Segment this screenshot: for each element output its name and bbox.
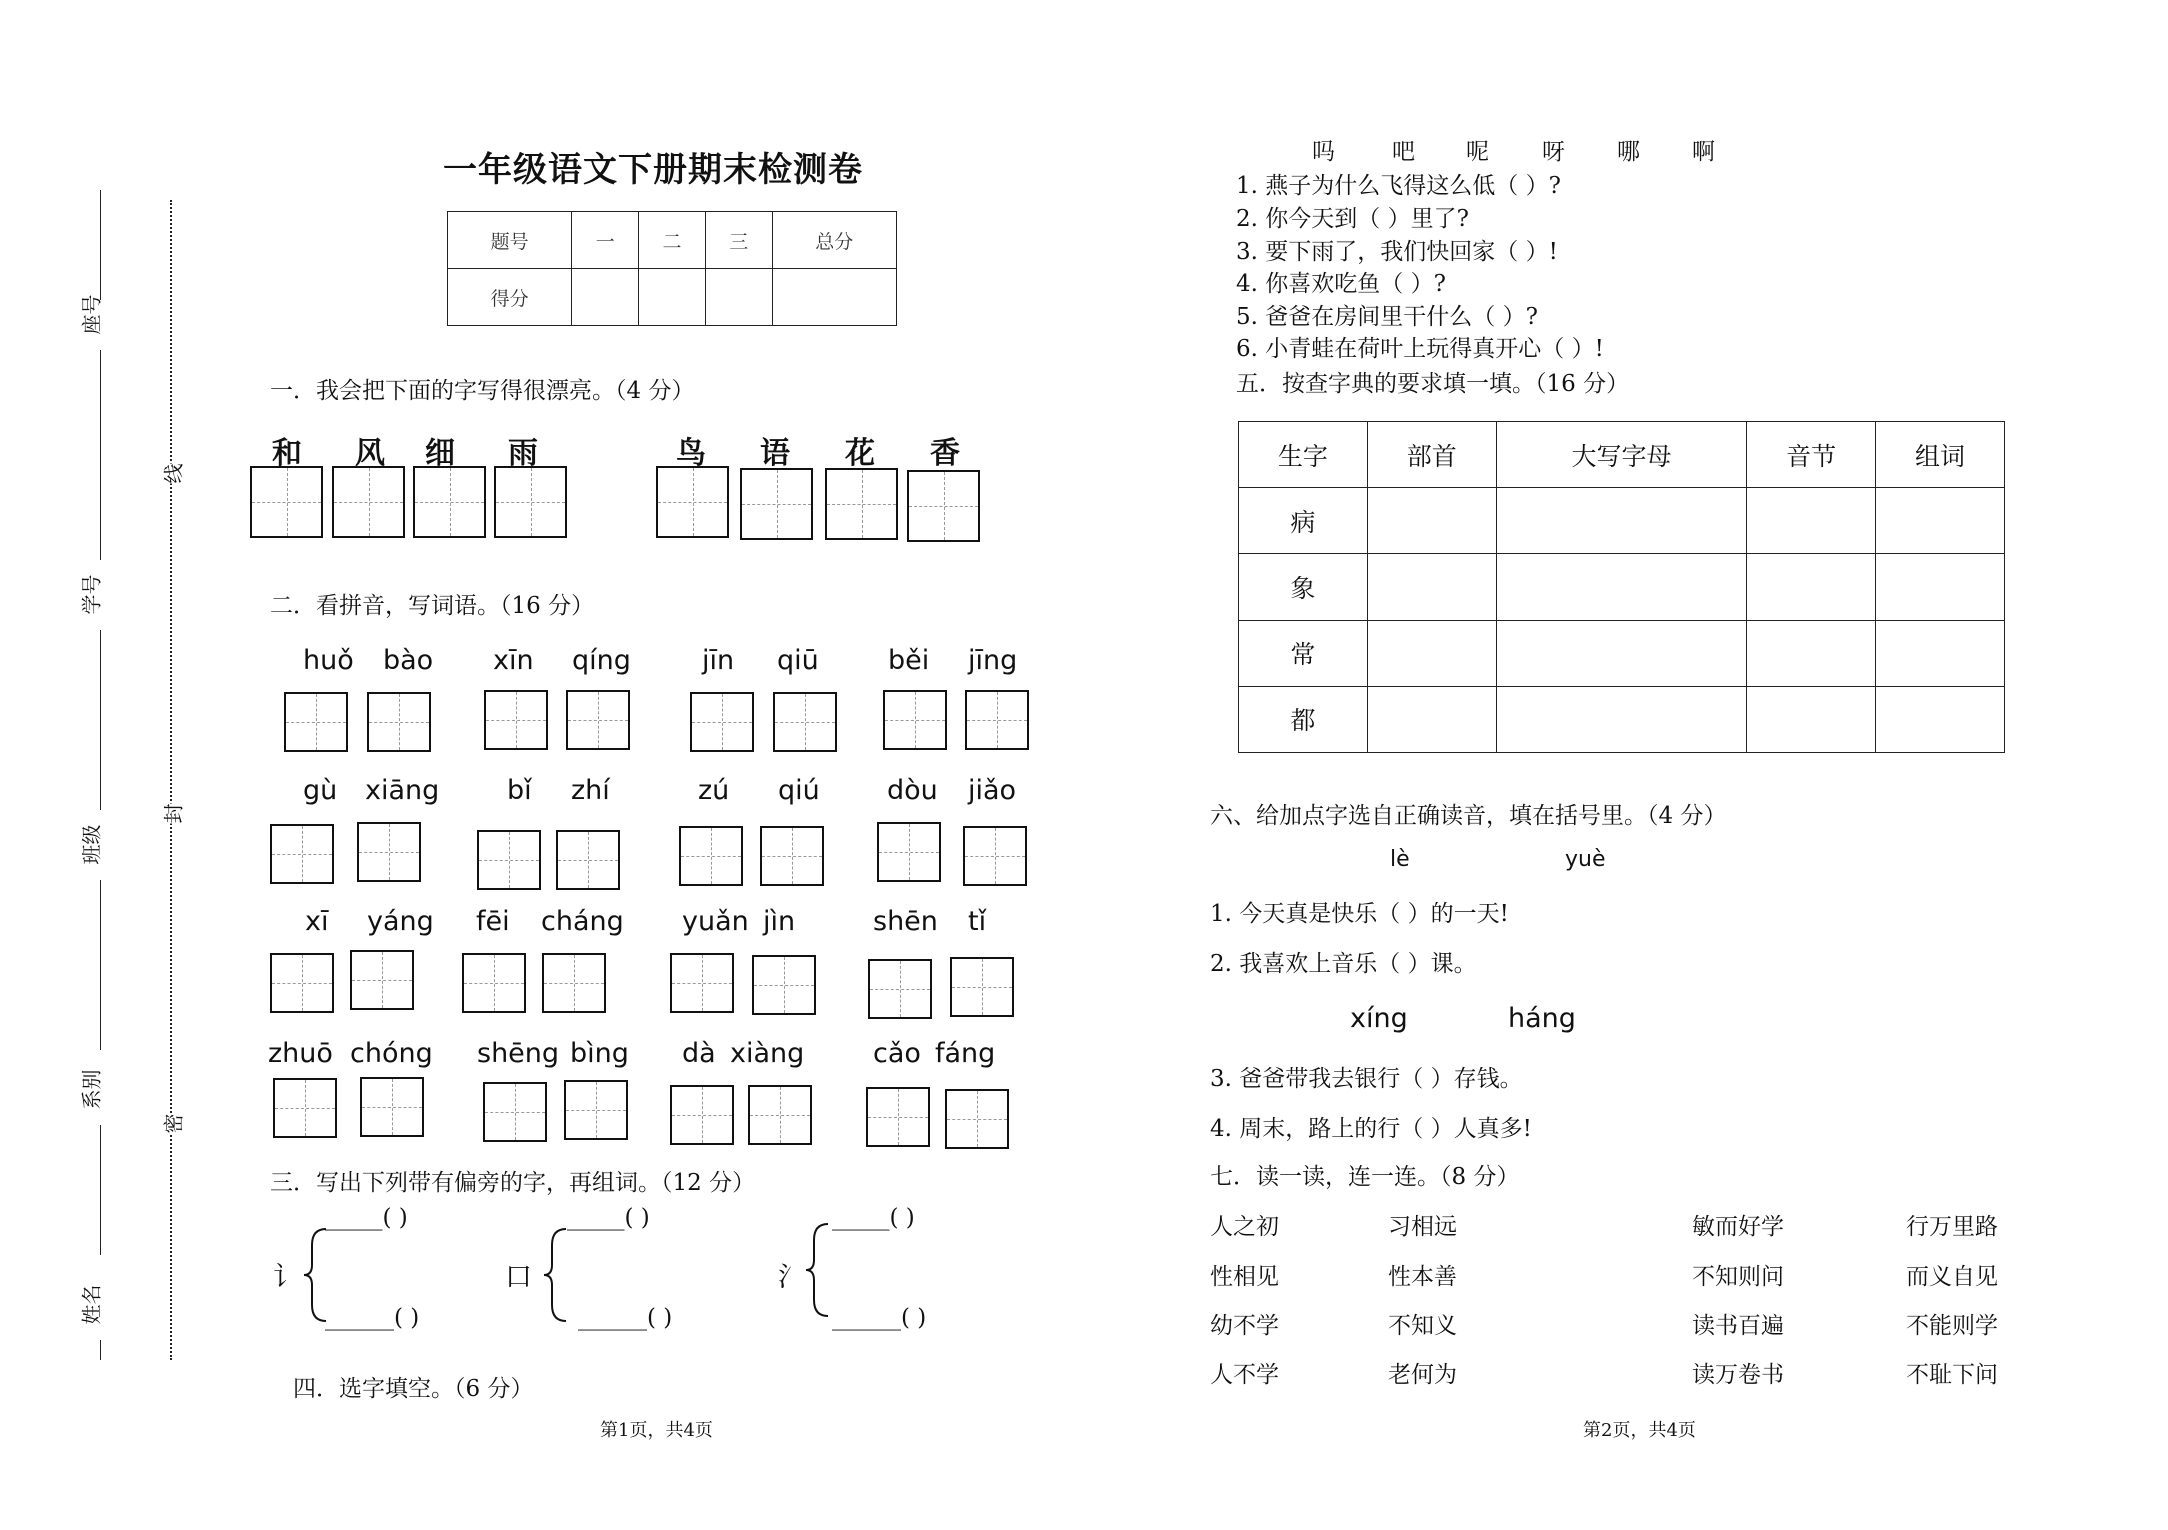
section-6-heading: 六、给加点字选自正确读音，填在括号里。（4 分） (1210, 803, 1727, 829)
pinyin: tǐ (968, 906, 987, 937)
match-item[interactable]: 行万里路 (1906, 1214, 1998, 1240)
margin-line (100, 630, 101, 810)
seal-mark-line: 线 (154, 464, 191, 484)
match-item[interactable]: 性本善 (1388, 1264, 1457, 1290)
match-item[interactable]: 不知则问 (1692, 1264, 1784, 1290)
dict-input-cell[interactable] (1496, 488, 1746, 554)
dict-input-cell[interactable] (1876, 686, 2005, 752)
answer-blank[interactable]: _____( ) (832, 1205, 915, 1231)
page-footer: 第2页，共4页 (1583, 1420, 1696, 1441)
writing-grid-box[interactable] (484, 690, 548, 750)
writing-grid-box[interactable] (963, 826, 1027, 886)
writing-grid-box[interactable] (907, 470, 980, 542)
writing-grid-box[interactable] (284, 692, 348, 752)
dict-header-cell: 组词 (1876, 422, 2005, 488)
writing-grid-box[interactable] (690, 692, 754, 752)
copy-char: 语 (760, 436, 790, 471)
dict-char-cell: 象 (1239, 554, 1368, 620)
dict-header-cell: 音节 (1747, 422, 1876, 488)
fill-item[interactable]: 6. 小青蛙在荷叶上玩得真开心（ ）! (1236, 336, 1604, 362)
pinyin: yuǎn (682, 906, 749, 937)
match-item[interactable]: 而义自见 (1906, 1264, 1998, 1290)
particle-option: 哪 (1617, 139, 1640, 165)
dictionary-table (1238, 421, 2005, 753)
pinyin: dòu (887, 775, 938, 806)
writing-grid-box[interactable] (250, 466, 323, 538)
dict-header-cell: 部首 (1367, 422, 1496, 488)
class-label: 班级 (79, 824, 104, 865)
pinyin: gù (303, 775, 338, 806)
dict-input-cell[interactable] (1496, 620, 1746, 686)
dict-input-cell[interactable] (1876, 488, 2005, 554)
score-table (447, 211, 897, 326)
dict-char-cell: 常 (1239, 620, 1368, 686)
score-header-cell: 一 (572, 212, 639, 269)
writing-grid-box[interactable] (332, 466, 405, 538)
match-item[interactable]: 不能则学 (1906, 1313, 1998, 1339)
score-header-cell: 题号 (448, 212, 572, 269)
department-label: 系别 (79, 1069, 104, 1110)
dict-input-cell[interactable] (1747, 554, 1876, 620)
fill-item[interactable]: 1. 今天真是快乐（ ）的一天! (1210, 901, 1509, 927)
section-3-heading: 三．写出下列带有偏旁的字，再组词。（12 分） (270, 1170, 756, 1196)
dict-char-cell: 都 (1239, 686, 1368, 752)
dict-input-cell[interactable] (1876, 620, 2005, 686)
writing-grid-box[interactable] (670, 1085, 734, 1145)
dict-char-cell: 病 (1239, 488, 1368, 554)
pinyin: shēn (873, 906, 938, 937)
margin-line (100, 1125, 101, 1255)
brace-icon (802, 1220, 832, 1320)
match-item[interactable]: 不耻下问 (1906, 1362, 1998, 1388)
seat-number-label: 座号 (79, 294, 104, 335)
match-item[interactable]: 人不学 (1210, 1362, 1279, 1388)
match-item[interactable]: 老何为 (1388, 1362, 1457, 1388)
section-7-heading: 七．读一读，连一连。（8 分） (1210, 1164, 1520, 1190)
writing-grid-box[interactable] (740, 468, 813, 540)
pinyin: zú (698, 775, 730, 806)
pinyin: xīn (493, 645, 534, 676)
score-header-cell: 三 (705, 212, 772, 269)
match-item[interactable]: 不知义 (1388, 1313, 1457, 1339)
match-item[interactable]: 敏而好学 (1692, 1214, 1784, 1240)
pinyin: yáng (367, 906, 434, 937)
fill-item[interactable]: 5. 爸爸在房间里干什么（ ）? (1236, 304, 1538, 330)
pinyin: xiāng (365, 775, 440, 806)
copy-char: 鸟 (676, 436, 706, 471)
particle-option: 吗 (1312, 139, 1335, 165)
pinyin: xiàng (730, 1038, 805, 1069)
dict-input-cell[interactable] (1747, 488, 1876, 554)
answer-blank[interactable]: ______( ) (578, 1305, 673, 1331)
student-id-label: 学号 (79, 574, 104, 615)
copy-char: 花 (845, 436, 875, 471)
writing-grid-box[interactable] (883, 690, 947, 750)
fill-item[interactable]: 2. 你今天到（ ）里了? (1236, 206, 1469, 232)
writing-grid-box[interactable] (965, 690, 1029, 750)
pinyin: shēng (477, 1038, 560, 1069)
pinyin: dà (682, 1038, 716, 1069)
pinyin: yuè (1565, 847, 1606, 872)
match-item[interactable]: 幼不学 (1210, 1313, 1279, 1339)
writing-grid-box[interactable] (494, 466, 567, 538)
particle-option: 呢 (1466, 139, 1489, 165)
brace-icon (540, 1225, 570, 1325)
dict-input-cell[interactable] (1367, 488, 1496, 554)
writing-grid-box[interactable] (868, 959, 932, 1019)
answer-blank[interactable]: ______( ) (832, 1305, 927, 1331)
fill-item[interactable]: 3. 要下雨了，我们快回家（ ）! (1236, 239, 1558, 265)
seal-dotted-line (170, 200, 172, 1360)
writing-grid-box[interactable] (413, 466, 486, 538)
section-2-heading: 二．看拼音，写词语。（16 分） (270, 593, 595, 619)
score-input-cell[interactable] (772, 269, 896, 326)
score-header-cell: 二 (639, 212, 706, 269)
writing-grid-box[interactable] (367, 692, 431, 752)
pinyin: lè (1390, 847, 1410, 872)
pinyin: bào (383, 645, 434, 676)
writing-grid-box[interactable] (950, 957, 1014, 1017)
dict-input-cell[interactable] (1496, 686, 1746, 752)
fill-item[interactable]: 1. 燕子为什么飞得这么低（ ）? (1236, 173, 1561, 199)
score-header-cell: 总分 (772, 212, 896, 269)
writing-grid-box[interactable] (866, 1087, 930, 1147)
radical: 氵 (778, 1262, 805, 1293)
copy-char: 细 (425, 436, 455, 471)
name-label: 姓名 (79, 1284, 104, 1325)
dict-input-cell[interactable] (1367, 620, 1496, 686)
writing-grid-box[interactable] (462, 953, 526, 1013)
fill-item[interactable]: 2. 我喜欢上音乐（ ）课。 (1210, 951, 1477, 977)
page-footer: 第1页，共4页 (600, 1420, 713, 1441)
section-4-heading: 四．选字填空。（6 分） (293, 1376, 534, 1402)
margin-line (100, 880, 101, 1050)
pinyin: qiū (777, 645, 819, 676)
pinyin: xíng (1350, 1003, 1408, 1034)
match-item[interactable]: 习相远 (1388, 1214, 1457, 1240)
particle-option: 啊 (1692, 139, 1715, 165)
writing-grid-box[interactable] (566, 690, 630, 750)
match-item[interactable]: 性相见 (1210, 1264, 1279, 1290)
pinyin: zhí (571, 775, 610, 806)
writing-grid-box[interactable] (825, 468, 898, 540)
margin-line (100, 190, 101, 300)
copy-char: 香 (930, 436, 960, 471)
writing-grid-box[interactable] (670, 953, 734, 1013)
pinyin: chóng (350, 1038, 433, 1069)
match-item[interactable]: 人之初 (1210, 1214, 1279, 1240)
radical: 口 (505, 1262, 532, 1293)
pinyin: bìng (570, 1038, 629, 1069)
writing-grid-box[interactable] (760, 826, 824, 886)
pinyin: jīn (702, 645, 735, 676)
writing-grid-box[interactable] (679, 826, 743, 886)
score-row-label: 得分 (448, 269, 572, 326)
dict-input-cell[interactable] (1367, 554, 1496, 620)
answer-blank[interactable]: _____( ) (325, 1205, 408, 1231)
fill-item[interactable]: 4. 你喜欢吃鱼（ ）? (1236, 271, 1446, 297)
margin-line (100, 1340, 101, 1360)
pinyin: xī (305, 906, 329, 937)
pinyin: jìn (763, 906, 796, 937)
match-item[interactable]: 读书百遍 (1692, 1313, 1784, 1339)
margin-line (100, 350, 101, 560)
pinyin: zhuō (268, 1038, 333, 1069)
writing-grid-box[interactable] (945, 1089, 1009, 1149)
match-item[interactable]: 读万卷书 (1692, 1362, 1784, 1388)
writing-grid-box[interactable] (270, 953, 334, 1013)
writing-grid-box[interactable] (564, 1080, 628, 1140)
section-5-heading: 五．按查字典的要求填一填。（16 分） (1236, 371, 1630, 397)
pinyin: cháng (541, 906, 624, 937)
pinyin: jiǎo (968, 775, 1017, 806)
writing-grid-box[interactable] (542, 953, 606, 1013)
seal-mark-seal: 封 (154, 804, 191, 824)
dict-input-cell[interactable] (1747, 620, 1876, 686)
particle-option: 吧 (1392, 139, 1415, 165)
pinyin: bǐ (507, 775, 532, 806)
radical: 讠 (273, 1262, 300, 1293)
score-input-cell[interactable] (572, 269, 639, 326)
writing-grid-box[interactable] (748, 1085, 812, 1145)
pinyin: běi (888, 645, 930, 676)
dict-input-cell[interactable] (1747, 686, 1876, 752)
writing-grid-box[interactable] (556, 830, 620, 890)
particle-option: 呀 (1542, 139, 1565, 165)
seal-mark-close: 密 (154, 1114, 191, 1134)
writing-grid-box[interactable] (752, 955, 816, 1015)
writing-grid-box[interactable] (273, 1078, 337, 1138)
answer-blank[interactable]: ______( ) (325, 1305, 420, 1331)
pinyin: fēi (476, 906, 510, 937)
pinyin: fáng (935, 1038, 996, 1069)
writing-grid-box[interactable] (270, 824, 334, 884)
writing-grid-box[interactable] (656, 466, 729, 538)
copy-char: 风 (355, 436, 385, 471)
section-1-heading: 一．我会把下面的字写得很漂亮。（4 分） (270, 378, 695, 404)
fill-item[interactable]: 4. 周末，路上的行（ ）人真多! (1210, 1116, 1532, 1142)
dict-header-cell: 大写字母 (1496, 422, 1746, 488)
writing-grid-box[interactable] (877, 822, 941, 882)
score-input-cell[interactable] (639, 269, 706, 326)
writing-grid-box[interactable] (350, 950, 414, 1010)
writing-grid-box[interactable] (483, 1082, 547, 1142)
copy-char: 和 (272, 436, 302, 471)
pinyin: cǎo (873, 1038, 921, 1069)
score-input-cell[interactable] (705, 269, 772, 326)
writing-grid-box[interactable] (773, 692, 837, 752)
dict-input-cell[interactable] (1876, 554, 2005, 620)
writing-grid-box[interactable] (360, 1077, 424, 1137)
pinyin: qíng (572, 645, 631, 676)
dict-input-cell[interactable] (1367, 686, 1496, 752)
pinyin: qiú (778, 775, 820, 806)
page-title: 一年级语文下册期末检测卷 (443, 150, 863, 190)
copy-char: 雨 (508, 436, 538, 471)
writing-grid-box[interactable] (477, 830, 541, 890)
answer-blank[interactable]: _____( ) (567, 1205, 650, 1231)
pinyin: háng (1508, 1003, 1576, 1034)
dict-input-cell[interactable] (1496, 554, 1746, 620)
fill-item[interactable]: 3. 爸爸带我去银行（ ）存钱。 (1210, 1066, 1523, 1092)
dict-header-cell: 生字 (1239, 422, 1368, 488)
pinyin: huǒ (303, 645, 354, 676)
pinyin: jīng (968, 645, 1018, 676)
writing-grid-box[interactable] (357, 822, 421, 882)
